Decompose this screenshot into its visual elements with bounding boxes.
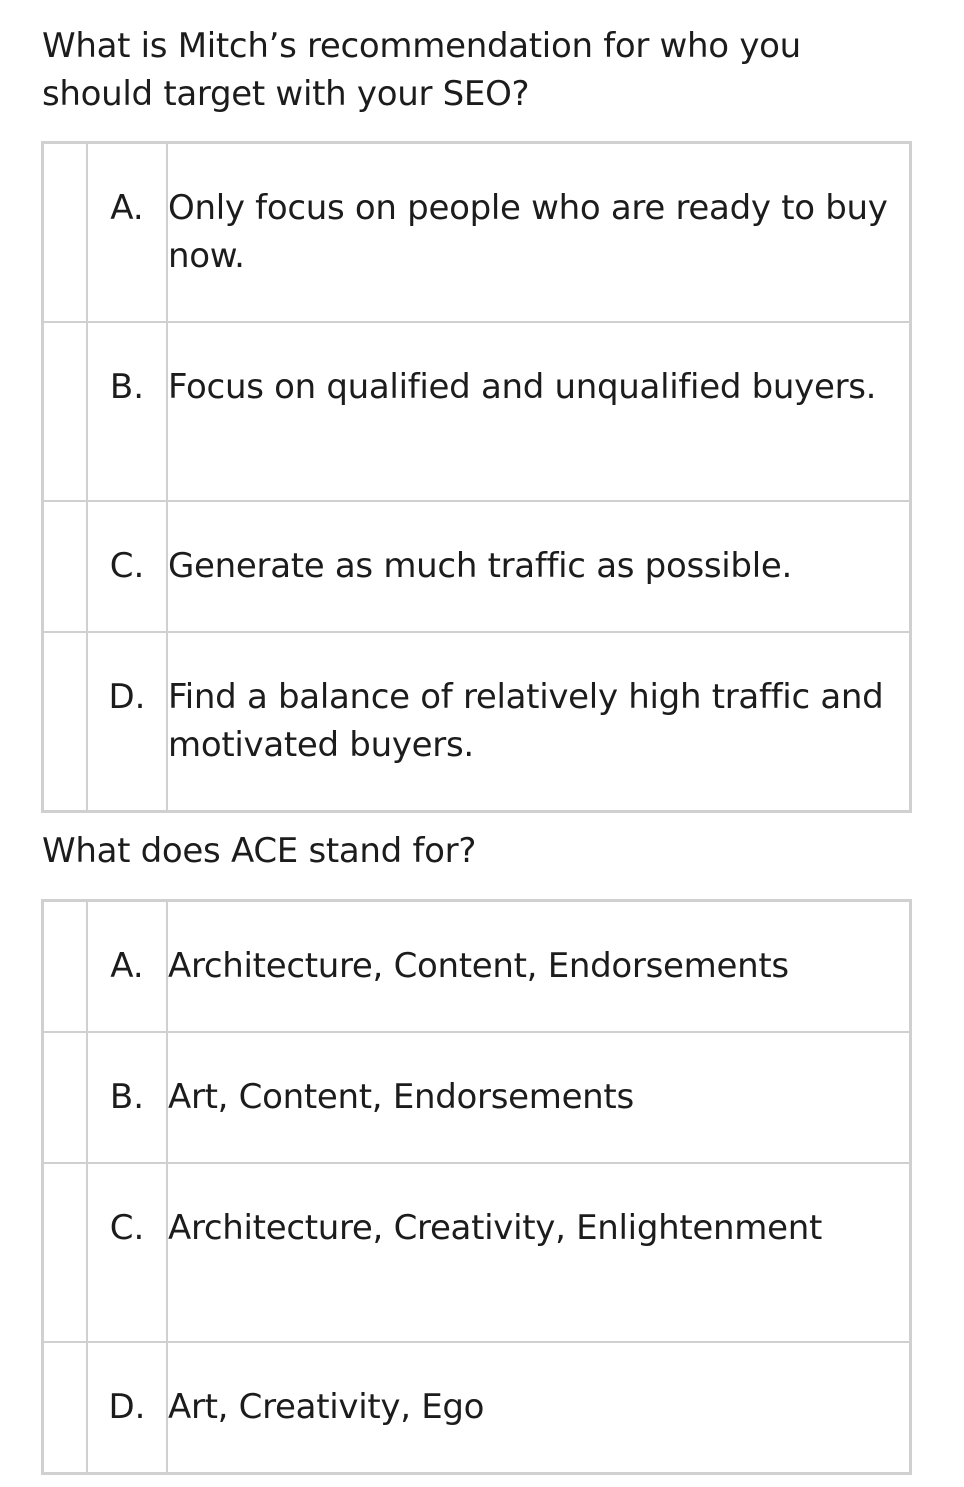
choice-select-cell[interactable] bbox=[43, 632, 88, 812]
choice-text: Art, Creativity, Ego bbox=[167, 1342, 911, 1474]
choice-letter: A. bbox=[87, 143, 167, 323]
choice-letter: C. bbox=[87, 501, 167, 632]
choice-text: Focus on qualified and unqualified buyers. bbox=[167, 322, 911, 501]
choice-letter: B. bbox=[87, 322, 167, 501]
choice-letter: D. bbox=[87, 1342, 167, 1474]
choice-select-cell[interactable] bbox=[43, 1163, 88, 1342]
choice-text: Architecture, Content, Endorsements bbox=[167, 901, 911, 1033]
choice-select-cell[interactable] bbox=[43, 322, 88, 501]
choice-row[interactable] bbox=[43, 322, 911, 501]
choice-select-cell[interactable] bbox=[43, 501, 88, 632]
choice-row[interactable] bbox=[43, 1032, 911, 1163]
question-1-choices bbox=[41, 141, 912, 813]
choice-text: Only focus on people who are ready to buy now. bbox=[167, 143, 911, 323]
question-1-text: What is Mitch’s recommendation for who you should target with your SEO? bbox=[42, 26, 801, 114]
choice-row[interactable] bbox=[43, 1163, 911, 1342]
choice-row[interactable] bbox=[43, 143, 911, 323]
choice-select-cell[interactable] bbox=[43, 1342, 88, 1474]
choice-select-cell[interactable] bbox=[43, 143, 88, 323]
choice-letter: B. bbox=[87, 1032, 167, 1163]
choice-row[interactable] bbox=[43, 501, 911, 632]
choice-text: Art, Content, Endorsements bbox=[167, 1032, 911, 1163]
choice-letter: A. bbox=[87, 901, 167, 1033]
choice-row[interactable] bbox=[43, 901, 911, 1033]
question-2-text: What does ACE stand for? bbox=[42, 831, 477, 871]
question-2-choices bbox=[41, 899, 912, 1475]
choice-letter: D. bbox=[87, 632, 167, 812]
choice-letter: C. bbox=[87, 1163, 167, 1342]
choice-row[interactable] bbox=[43, 632, 911, 812]
choice-text: Generate as much traffic as possible. bbox=[167, 501, 911, 632]
choice-text: Find a balance of relatively high traffic and motivated buyers. bbox=[167, 632, 911, 812]
choice-text: Architecture, Creativity, Enlightenment bbox=[167, 1163, 911, 1342]
choice-select-cell[interactable] bbox=[43, 1032, 88, 1163]
choice-select-cell[interactable] bbox=[43, 901, 88, 1033]
choice-row[interactable] bbox=[43, 1342, 911, 1474]
